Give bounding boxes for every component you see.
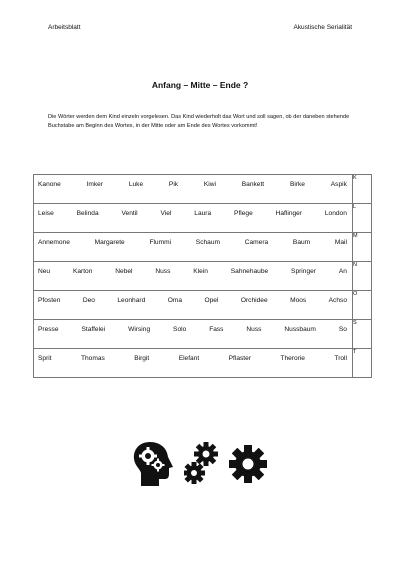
table-row xyxy=(34,291,372,320)
word: Solo xyxy=(173,326,187,333)
letter-cell: T xyxy=(353,349,372,378)
words-cell xyxy=(34,291,353,320)
word: Pflaster xyxy=(228,355,251,362)
word-line xyxy=(34,175,352,188)
words-cell xyxy=(34,320,353,349)
word-table xyxy=(33,174,372,378)
header-right: Akustische Serialität xyxy=(293,24,352,31)
word-line xyxy=(34,320,352,333)
word: Sprit xyxy=(38,355,52,362)
word: Elefant xyxy=(178,355,200,362)
word: Kanone xyxy=(38,181,61,188)
word-line xyxy=(34,291,352,304)
word: Karton xyxy=(72,268,93,275)
word: Luke xyxy=(128,181,144,188)
word: Birgit xyxy=(134,355,150,362)
word: Pfosten xyxy=(38,297,61,304)
letter-cell: L xyxy=(353,204,372,233)
icon-group xyxy=(130,436,270,492)
word: Deo xyxy=(82,297,95,304)
letter-cell: O xyxy=(353,291,372,320)
word: Klein xyxy=(193,268,208,275)
word: Wirsing xyxy=(128,326,151,333)
word: Nuss xyxy=(246,326,262,333)
word: Viel xyxy=(160,210,172,217)
word: Birke xyxy=(289,181,305,188)
word: Nebel xyxy=(115,268,133,275)
word: Ventil xyxy=(121,210,138,217)
word: Achso xyxy=(328,297,347,304)
word: Flummi xyxy=(149,239,172,246)
word: An xyxy=(338,268,347,275)
word: Aspik xyxy=(330,181,347,188)
word-line xyxy=(34,204,352,217)
word: Leise xyxy=(38,210,54,217)
letter-cell: M xyxy=(353,233,372,262)
large-gear-icon xyxy=(228,444,268,484)
word: Staffelei xyxy=(81,326,106,333)
word: Springer xyxy=(291,268,316,275)
word: Nuss xyxy=(155,268,171,275)
words-cell xyxy=(34,262,353,291)
word: Therorie xyxy=(280,355,305,362)
letter-cell: K xyxy=(353,175,372,204)
word: Sahnehaube xyxy=(230,268,269,275)
table-row xyxy=(34,175,372,204)
word: Nussbaum xyxy=(284,326,316,333)
page-title: Anfang – Mitte – Ende ? xyxy=(151,80,249,90)
word: Haflinger xyxy=(275,210,303,217)
word: Belinda xyxy=(76,210,99,217)
word: Laura xyxy=(194,210,212,217)
instructions: Die Wörter werden dem Kind einzeln vorgelesen. Das Kind wiederholt das Wort und soll sagen, ob der daneben stehende Buchstabe am Beginn des Wortes, in der Mitte oder am Ende des Wortes vorkommt! xyxy=(48,114,350,129)
table-row xyxy=(34,262,372,291)
word: Annemone xyxy=(38,239,70,246)
words-cell xyxy=(34,233,353,262)
small-gears-icon xyxy=(184,442,218,486)
word: Pflege xyxy=(234,210,253,217)
word: Camera xyxy=(244,239,269,246)
words-cell xyxy=(34,349,353,378)
table-row xyxy=(34,204,372,233)
word: Leonhard xyxy=(117,297,146,304)
words-cell xyxy=(34,204,353,233)
word: Baum xyxy=(292,239,311,246)
words-cell xyxy=(34,175,353,204)
word: Kiwi xyxy=(203,181,216,188)
word: Moos xyxy=(290,297,307,304)
word: Troll xyxy=(334,355,347,362)
table-row xyxy=(34,233,372,262)
word: Thomas xyxy=(80,355,105,362)
word-line xyxy=(34,233,352,246)
word-line xyxy=(34,262,352,275)
word: So xyxy=(338,326,347,333)
letter-cell: N xyxy=(353,262,372,291)
word: Fass xyxy=(209,326,224,333)
word: Oma xyxy=(167,297,183,304)
word: Orchidee xyxy=(240,297,268,304)
table-row xyxy=(34,349,372,378)
word: Margarete xyxy=(94,239,125,246)
word: London xyxy=(324,210,347,217)
word-line xyxy=(34,349,352,362)
word: Neu xyxy=(38,268,51,275)
word: Opel xyxy=(204,297,219,304)
head-gears-icon xyxy=(130,440,176,488)
word: Schaum xyxy=(195,239,220,246)
word: Imker xyxy=(86,181,104,188)
letter-cell: S xyxy=(353,320,372,349)
word: Mail xyxy=(334,239,347,246)
table-row xyxy=(34,320,372,349)
word: Pik xyxy=(168,181,179,188)
word: Bankett xyxy=(241,181,265,188)
word: Presse xyxy=(38,326,59,333)
header-left: Arbeitsblatt xyxy=(48,24,81,31)
